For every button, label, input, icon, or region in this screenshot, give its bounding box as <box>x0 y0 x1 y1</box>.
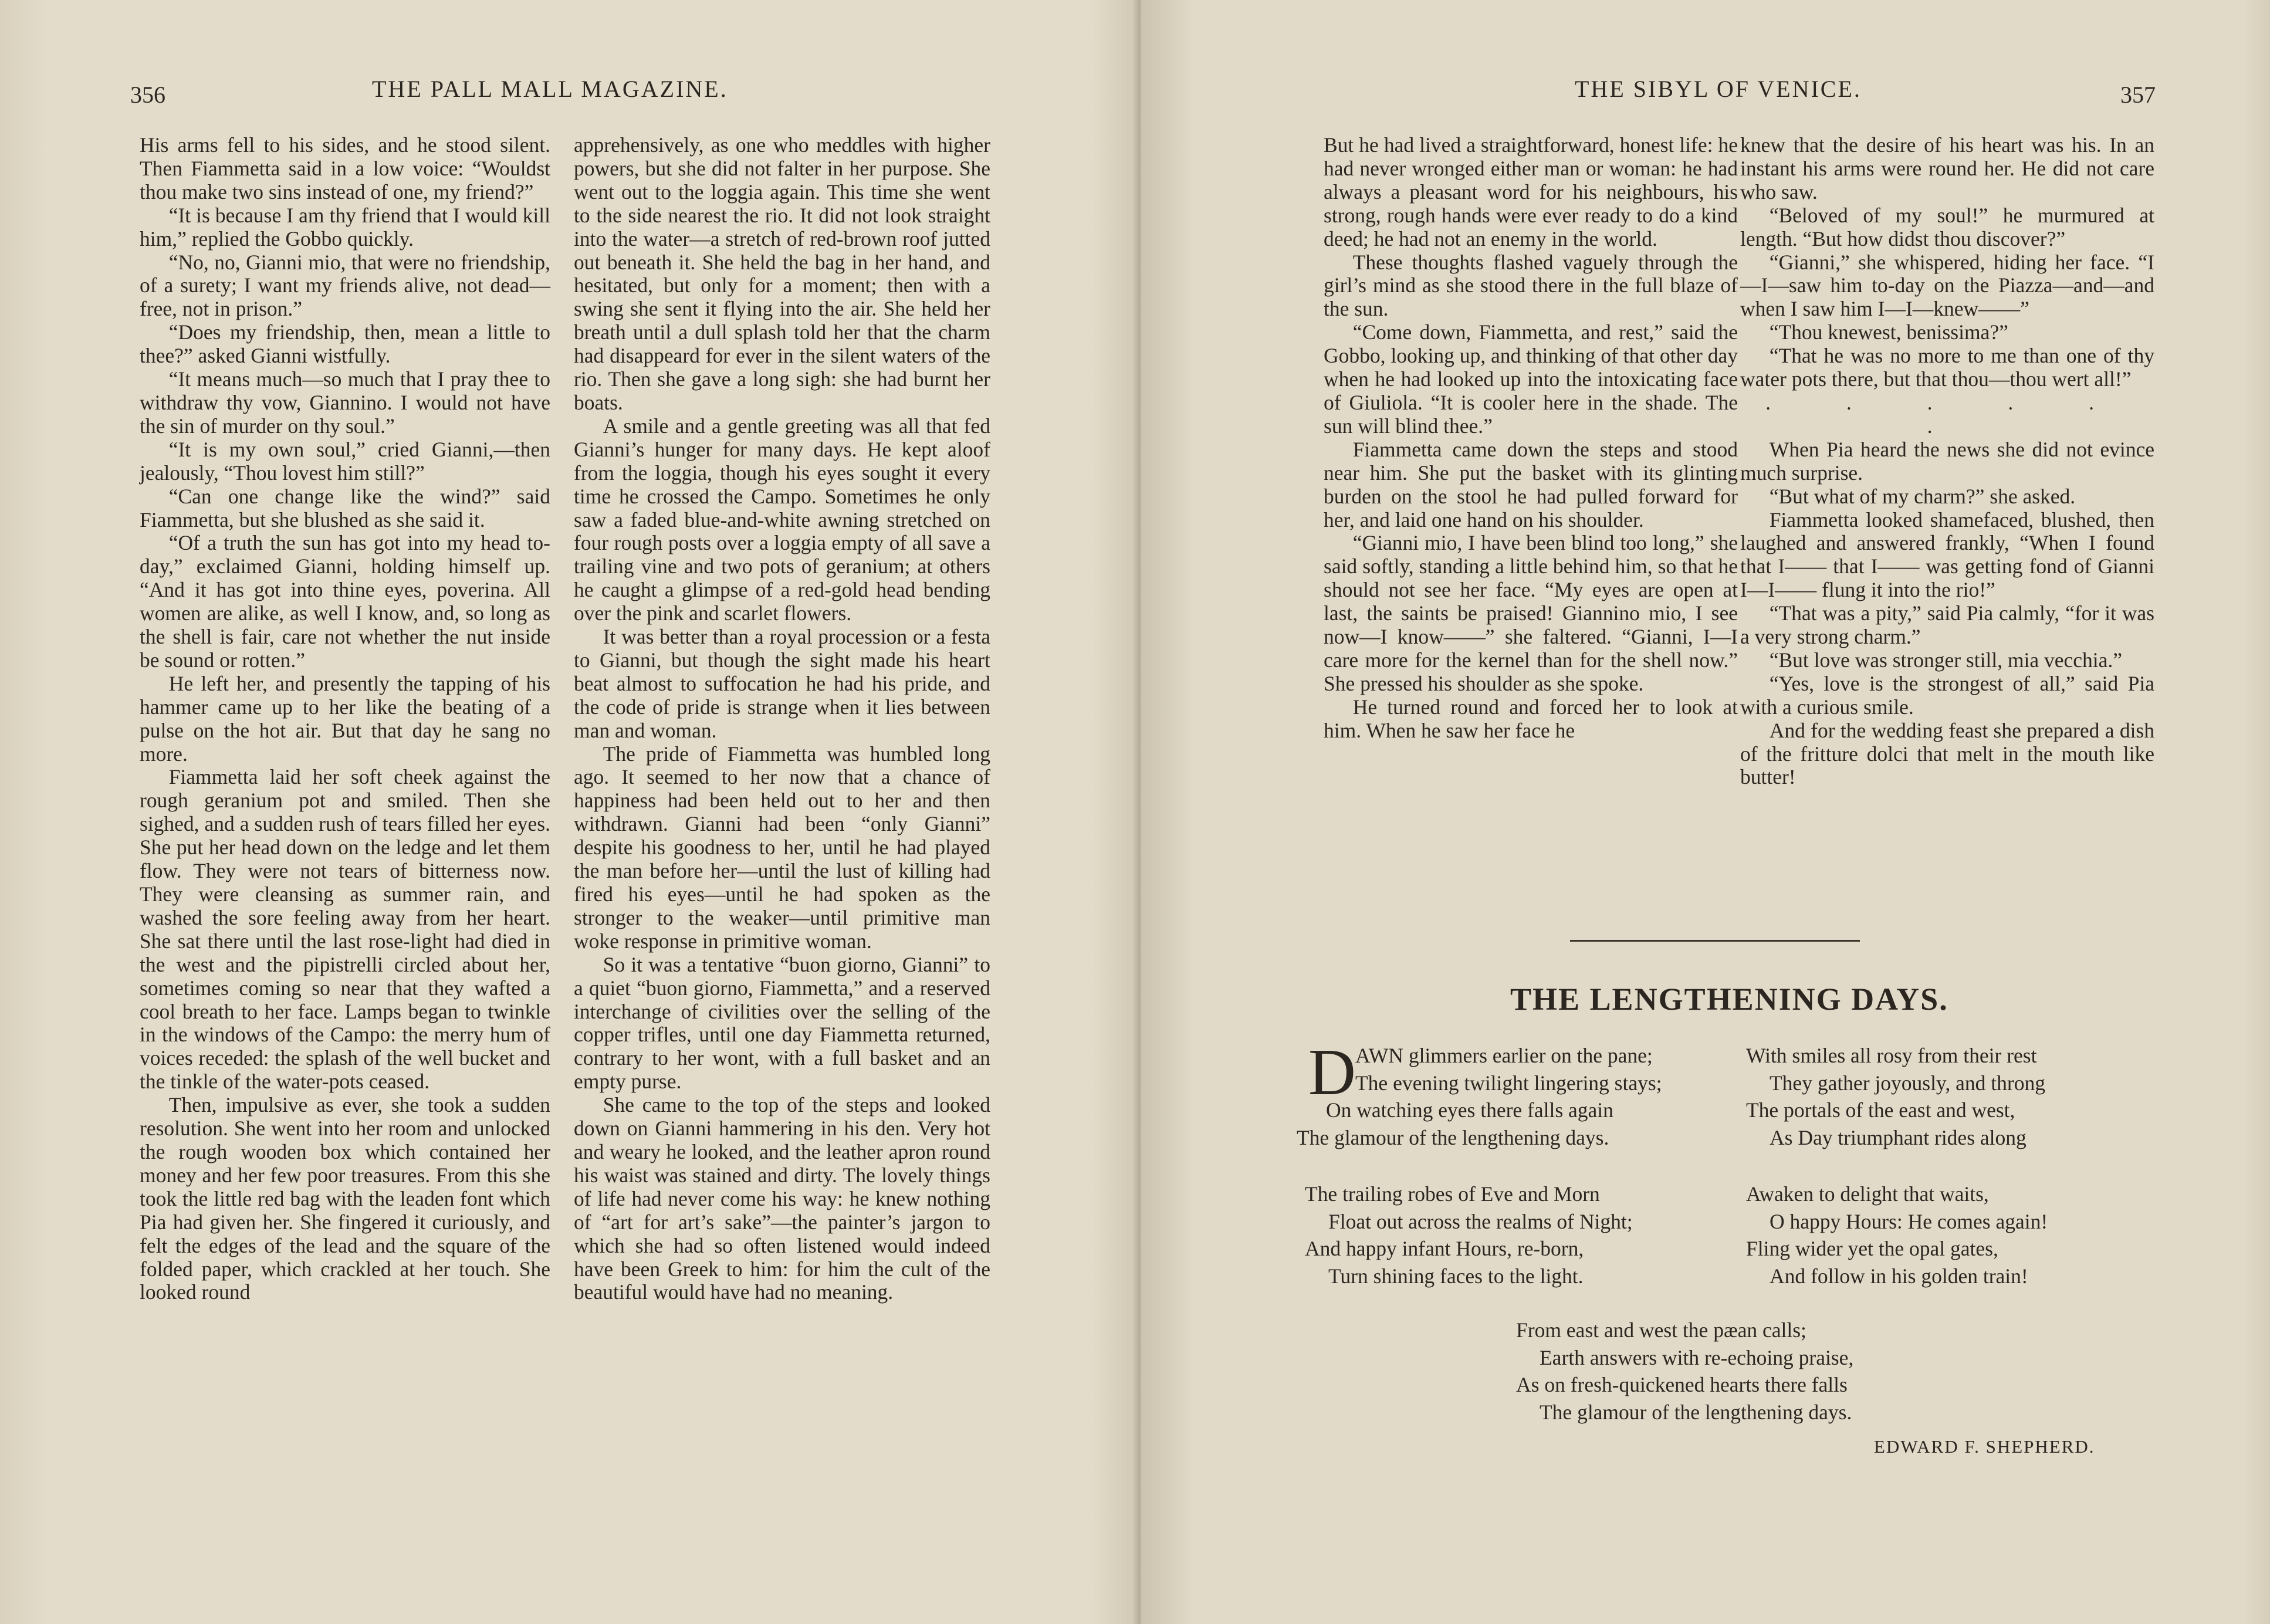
paragraph: “That he was no more to me than one of thy water pots there, but that thou—thou wert all!” <box>1740 344 2154 391</box>
poem-author: EDWARD F. SHEPHERD. <box>1874 1436 2095 1457</box>
text-column-2 <box>574 134 990 1304</box>
poem-line: The glamour of the lengthening days. <box>1540 1400 1852 1424</box>
paragraph: “It is my own soul,” cried Gianni,—then jealously, “Thou lovest him still?” <box>140 437 550 485</box>
paragraph: “It is because I am thy friend that I would kill him,” replied the Gobbo quickly. <box>140 203 550 251</box>
poem-line: Float out across the realms of Night; <box>1328 1209 1633 1233</box>
text-column-2 <box>1740 134 2154 789</box>
poem-line: Turn shining faces to the light. <box>1328 1264 1584 1288</box>
poem-line: AWN glimmers earlier on the pane; <box>1355 1044 1653 1067</box>
paragraph: It was better than a royal procession or a festa to Gianni, but though the sight made his heart beat almost to suffocation he had his pride, and the code of pride is strange when it lies between man and woman. <box>574 625 990 742</box>
poem-line: And follow in his golden train! <box>1770 1264 2028 1288</box>
paragraph: A smile and a gentle greeting was all that fed Gianni’s hunger for many days. He kept aloof from the loggia, though his eyes sought it every time he crossed the Campo. Sometimes he only saw a faded blue-and-white awning stretched on four rough posts over a loggia empty of all save a trailing vine and two pots of geranium; at others he caught a glimpse of a red-gold head bending over the pink and scarlet flowers. <box>574 414 990 625</box>
paragraph: She came to the top of the steps and looked down on Gianni hammering in his den. Very hot and weary he looked, and the leather apron round his waist was stained and dirty. The lovely things of life had never come his way: he knew nothing of “art for art’s sake”—the painter’s jargon to which she had so often listened would indeed have been Greek to him: for him the cult of the beautiful would have had no meaning. <box>574 1093 990 1304</box>
poem-stanza-4 <box>1746 1180 2048 1290</box>
paragraph: And for the wedding feast she prepared a dish of the fritture dolci that melt in the mouth like butter! <box>1740 718 2154 789</box>
paragraph: “But love was stronger still, mia vecchia.” <box>1769 648 2123 672</box>
section-break-dots: . . . . . . <box>1765 390 2129 438</box>
paragraph: He turned round and forced her to look at him. When he saw her face he <box>1324 695 1738 742</box>
poem-line: As Day triumphant rides along <box>1770 1125 2027 1149</box>
paragraph: The pride of Fiammetta was humbled long ago. It seemed to her now that a chance of happiness had been held out to her and then withdrawn. Gianni had been “only Gianni” despite his goodness to her, until he had played the man before her—until the lust of killing had fired his eyes—until he had spoken as the stronger to the weaker—until primitive man woke response in primitive woman. <box>574 742 990 953</box>
poem-stanza-3 <box>1305 1180 1633 1290</box>
poem-line: Fling wider yet the opal gates, <box>1746 1237 1998 1260</box>
paragraph: apprehensively, as one who meddles with higher powers, but she did not falter in her purpose. She went out to the loggia again. This time she went to the side nearest the rio. It did not look straight into the water—a stretch of red-brown roof jutted out beneath it. She held the bag in her hand, and hesitated, but only for a moment; then with a swing she sent it flying into the air. She held her breath until a dull splash told her that the charm had disappeard for ever in the silent waters of the rio. Then she gave a long sigh: she had burnt her boats. <box>574 133 990 414</box>
paragraph: So it was a tentative “buon giorno, Gianni” to a quiet “buon giorno, Fiammetta,” and a reserved interchange of civilities over the selling of the copper trifles, until one day Fiammetta returned, contrary to her wont, with a full basket and an empty purse. <box>574 952 990 1094</box>
poem-line: And happy infant Hours, re-born, <box>1305 1237 1584 1260</box>
paragraph: Fiammetta looked shamefaced, blushed, then laughed and answered frankly, “When I found that I—— that I—— was getting fond of Gianni I—I—— flung it into the rio!” <box>1740 508 2154 602</box>
poem-line: As on fresh-quickened hearts there falls <box>1516 1373 1848 1396</box>
poem-line: The portals of the east and west, <box>1746 1098 2015 1122</box>
paragraph: “That was a pity,” said Pia calmly, “for it was a very strong charm.” <box>1740 601 2154 649</box>
poem-title: THE LENGTHENING DAYS. <box>1510 982 1948 1017</box>
paragraph: Fiammetta laid her soft cheek against the rough geranium pot and smiled. Then she sighed, and a sudden rush of tears filled her eyes. She put her head down on the ledge and let them flow. They were not tears of bitterness now. They were cleansing as summer rain, and washed the sore feeling away from her heart. She sat there until the last rose-light had died in the west and the pipistrelli circled about her, sometimes coming so near that they wafted a cool breath to her face. Lamps began to twinkle in the windows of the Campo: the merry hum of voices receded: the splash of the well bucket and the tinkle of the water-pots ceased. <box>140 765 550 1094</box>
paragraph: “No, no, Gianni mio, that were no friendship, of a surety; I want my friends alive, not dead—free, not in prison.” <box>140 250 550 321</box>
paragraph: “Gianni mio, I have been blind too long,” she said softly, standing a little behind him, so that he should not see her face. “My eyes are open at last, the saints be praised! Giannino mio, I see now—I know——” she faltered. “Gianni, I—I care more for the kernel than for the shell now.” She pressed his shoulder as she spoke. <box>1324 531 1738 695</box>
paragraph: “But what of my charm?” she asked. <box>1769 484 2076 508</box>
paragraph: knew that the desire of his heart was his. In an instant his arms were round her. He did not care who saw. <box>1740 133 2154 204</box>
poem-line: The evening twilight lingering stays; <box>1355 1071 1662 1095</box>
poem-line: Awaken to delight that waits, <box>1746 1182 1989 1206</box>
poem-line: On watching eyes there falls again <box>1326 1098 1613 1122</box>
poem-line: From east and west the pæan calls; <box>1516 1318 1806 1342</box>
paragraph: “Come down, Fiammetta, and rest,” said the Gobbo, looking up, and thinking of that other day when he had looked up into the intoxicating face of Giuliola. “It is cooler here in the shade. The sun will blind thee.” <box>1324 320 1738 438</box>
section-rule <box>1570 940 1860 942</box>
paragraph: “Yes, love is the strongest of all,” said Pia with a curious smile. <box>1740 671 2154 719</box>
paragraph: He left her, and presently the tapping of his hammer came up to her like the beating of a pulse on the hot air. But that day he sang no more. <box>140 671 550 766</box>
running-head: THE PALL MALL MAGAZINE. <box>372 76 728 102</box>
paragraph: When Pia heard the news she did not evince much surprise. <box>1740 437 2154 485</box>
poem-line: O happy Hours: He comes again! <box>1770 1209 2048 1233</box>
paragraph: “Gianni,” she whispered, hiding her face. “I—I—saw him to-day on the Piazza—and—and when I saw him I—I—knew——” <box>1740 250 2154 321</box>
poem-line: Earth answers with re-echoing praise, <box>1540 1345 1854 1369</box>
poem-line: The trailing robes of Eve and Morn <box>1305 1182 1600 1206</box>
paragraph: “Does my friendship, then, mean a little to thee?” asked Gianni wistfully. <box>140 320 550 368</box>
paragraph: “Can one change like the wind?” said Fiammetta, but she blushed as she said it. <box>140 484 550 532</box>
paragraph: “It means much—so much that I pray thee to withdraw thy vow, Giannino. I would not have the sin of murder on thy soul.” <box>140 367 550 438</box>
page-number: 356 <box>130 82 165 108</box>
page-number: 357 <box>2120 82 2156 108</box>
poem-stanza-1 <box>1297 1042 1662 1151</box>
poem-line: With smiles all rosy from their rest <box>1746 1044 2037 1067</box>
paragraph: These thoughts flashed vaguely through the girl’s mind as she stood there in the full blaze of the sun. <box>1324 250 1738 321</box>
paragraph: “Of a truth the sun has got into my head to-day,” exclaimed Gianni, holding himself up. “And it has got into thine eyes, poverina. All women are alike, as well I know, and, so long as the shell is fair, care not whether the nut inside be sound or rotten.” <box>140 531 550 672</box>
paragraph: Fiammetta came down the steps and stood near him. She put the basket with its glinting burden on the stool he had pulled forward for her, and laid one hand on his shoulder. <box>1324 437 1738 532</box>
drop-cap: D <box>1308 1036 1356 1109</box>
poem-stanza-5 <box>1516 1317 1853 1426</box>
paragraph: “Beloved of my soul!” he murmured at length. “But how didst thou discover?” <box>1740 203 2154 251</box>
text-column-1 <box>140 134 550 1304</box>
paragraph: But he had lived a straightforward, honest life: he had never wronged either man or woman: he had always a pleasant word for his neighbours, his strong, rough hands were ever ready to do a kind deed; he had not an enemy in the world. <box>1324 133 1738 251</box>
paragraph: Then, impulsive as ever, she took a sudden resolution. She went into her room and unlocked the rough wooden box which contained her money and her few poor treasures. From this she took the little red bag with the leaden font which Pia had given her. She fingered it curiously, and felt the edges of the lead and the square of the folded paper, which crackled at her touch. She looked round <box>140 1093 550 1304</box>
paragraph: “Thou knewest, benissima?” <box>1769 320 2008 344</box>
poem-line: The glamour of the lengthening days. <box>1297 1125 1609 1149</box>
running-head: THE SIBYL OF VENICE. <box>1575 76 1862 102</box>
text-column-1 <box>1324 134 1738 743</box>
poem-line: They gather joyously, and throng <box>1770 1071 2045 1095</box>
right-page <box>1141 0 2270 1624</box>
poem-stanza-2 <box>1746 1042 2045 1151</box>
paragraph: His arms fell to his sides, and he stood silent. Then Fiammetta said in a low voice: “Wouldst thou make two sins instead of one, my friend?” <box>140 133 550 204</box>
